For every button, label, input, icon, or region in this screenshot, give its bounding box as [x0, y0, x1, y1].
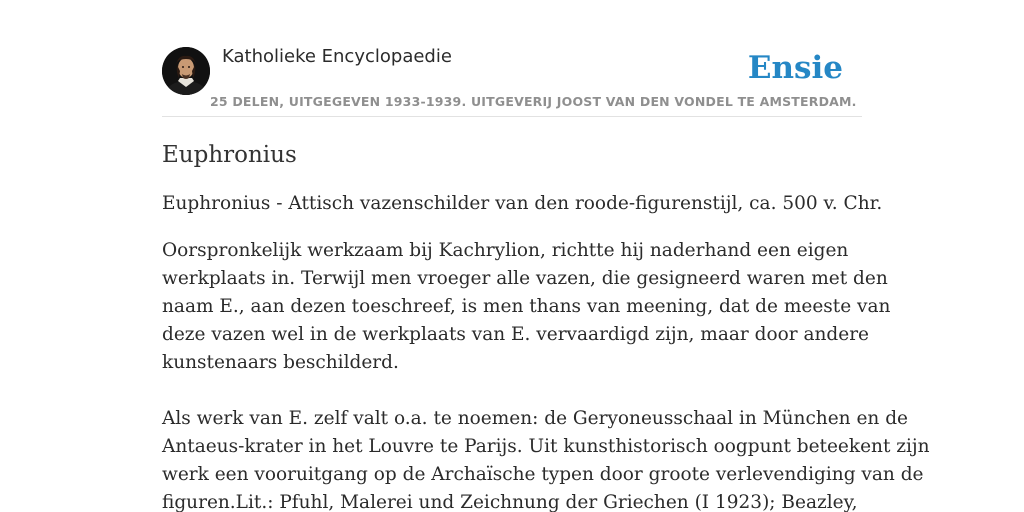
article-lead: Euphronius - Attisch vazenschilder van den roode-figurenstijl, ca. 500 v. Chr. — [162, 193, 883, 214]
source-title[interactable]: Katholieke Encyclopaedie — [222, 46, 452, 67]
body-line: werk een vooruitgang op de Archaïsche typen door groote verlevendiging van de — [162, 464, 924, 485]
portrait-avatar-icon[interactable] — [162, 47, 210, 95]
body-line: werkplaats in. Terwijl men vroeger alle vazen, die gesigneerd waren met den — [162, 268, 888, 289]
body-line: figuren.Lit.: Pfuhl, Malerei und Zeichnung der Griechen (I 1923); Beazley, — [162, 492, 858, 512]
paragraph-gap — [162, 377, 864, 405]
source-meta: 25 DELEN, UITGEGEVEN 1933-1939. UITGEVERIJ JOOST VAN DEN VONDEL TE AMSTERDAM. — [210, 94, 857, 109]
brand-logo[interactable]: Ensie — [747, 50, 843, 86]
body-line: naam E., aan dezen toeschreef, is men thans van meening, dat de meeste van — [162, 296, 891, 317]
body-line: Oorspronkelijk werkzaam bij Kachrylion, richtte hij naderhand een eigen — [162, 240, 849, 261]
body-line: Als werk van E. zelf valt o.a. te noemen: de Geryoneusschaal in München en de — [162, 408, 908, 429]
body-line: deze vazen wel in de werkplaats van E. vervaardigd zijn, maar door andere — [162, 324, 870, 345]
body-line: Antaeus-krater in het Louvre te Parijs. Uit kunsthistorisch oogpunt beteekent zijn — [162, 436, 930, 457]
source-header — [162, 45, 862, 117]
article-title: Euphronius — [162, 142, 297, 168]
article — [162, 140, 930, 512]
body-line: kunstenaars beschilderd. — [162, 352, 399, 373]
article-body — [162, 237, 930, 512]
